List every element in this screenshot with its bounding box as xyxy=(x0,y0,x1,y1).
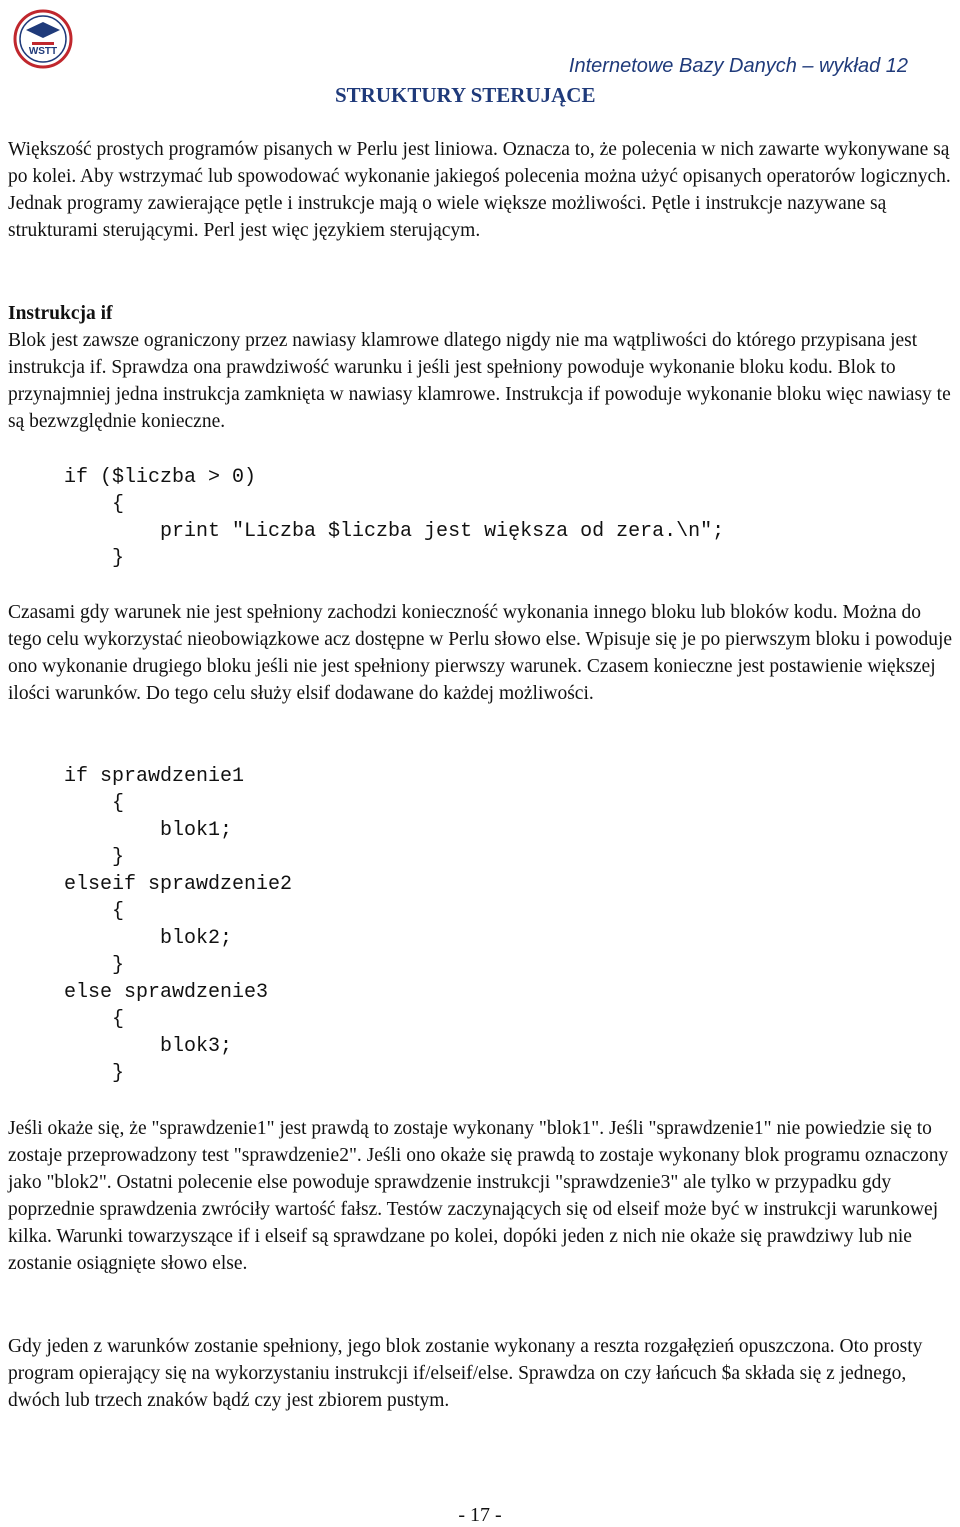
course-title: Internetowe Bazy Danych – wykład 12 xyxy=(568,55,908,77)
intro-paragraph: Większość prostych programów pisanych w Perlu jest liniowa. Oznacza to, że polecenia w nich zawarte wykonywane są po kolei. Aby wstrzymać lub spowodować wykonanie jakiegoś polecenia można użyć opisanych operatorów logicznych. Jednak programy zawierające pętle i instrukcje mają o wiele większe możliwości. Pętle i instrukcje nazywane są strukturami sterującymi. Perl jest więc językiem sterującym. xyxy=(8,139,951,241)
code-block-elseif: if sprawdzenie1 { blok1; } elseif sprawdzenie2 { blok2; } else sprawdzenie3 { blok3; } xyxy=(64,765,293,1085)
code-block-if: if ($liczba > 0) { print "Liczba $liczba jest większa od zera.\n"; } xyxy=(64,466,725,570)
else-paragraph: Czasami gdy warunek nie jest spełniony zachodzi konieczność wykonania innego bloku lub bloków kodu. Można do tego celu wykorzystać nieobowiązkowe acz dostępne w Perlu słowo else. Wpisuje się je po pierwszym bloku i powoduje ono wykonanie drugiego bloku jeśli nie jest spełniony pierwszy warunek. Czasem konieczne jest postawienie większej ilości warunków. Do tego celu służy elsif dodawane do każdej możliwości. xyxy=(8,602,953,704)
if-paragraph: Blok jest zawsze ograniczony przez nawiasy klamrowe dlatego nigdy nie ma wątpliwości do którego przypisana jest instrukcja if. Sprawdza ona prawdziwość warunku i jeśli jest spełniony powoduje wykonanie bloku kodu. Blok to przynajmniej jedna instrukcja zamknięta w nawiasy klamrowe. Instrukcja if powoduje wykonanie bloku więc nawiasy te są bezwzględnie konieczne. xyxy=(8,330,951,432)
page-title: STRUKTURY STERUJĄCE xyxy=(335,83,596,107)
wstt-logo-icon xyxy=(12,8,74,70)
logo xyxy=(12,8,74,70)
section-heading-if: Instrukcja if xyxy=(8,303,113,324)
page-number: - 17 - xyxy=(458,1504,502,1526)
logo-text: WSTT xyxy=(28,46,58,57)
closing-paragraph: Gdy jeden z warunków zostanie spełniony, jego blok zostanie wykonany a reszta rozgałęzień opuszczona. Oto prosty program opierający się na wykorzystaniu instrukcji if/elseif/else. Sprawdza on czy łańcuch $a składa się z jednego, dwóch lub trzech znaków bądź czy jest zbiorem pustym. xyxy=(8,1336,923,1411)
explain-paragraph: Jeśli okaże się, że "sprawdzenie1" jest prawdą to zostaje wykonany "blok1". Jeśli "sprawdzenie1" nie powiedzie się to zostaje przeprowadzony test "sprawdzenie2". Jeśli ono okaże się prawdą to zostaje wykonany blok programu oznaczony jako "blok2". Ostatni polecenie else powoduje sprawdzenie instrukcji "sprawdzenie3" ale tylko w przypadku gdy poprzednie sprawdzenia zwróciły wartość fałsz. Testów zaczynających się od elseif może być w instrukcji warunkowej kilka. Warunki towarzyszące if i elseif są sprawdzane po kolei, dopóki jeden z nich nie okaże się prawdziwy lub nie zostanie osiągnięte słowo else. xyxy=(8,1118,949,1274)
